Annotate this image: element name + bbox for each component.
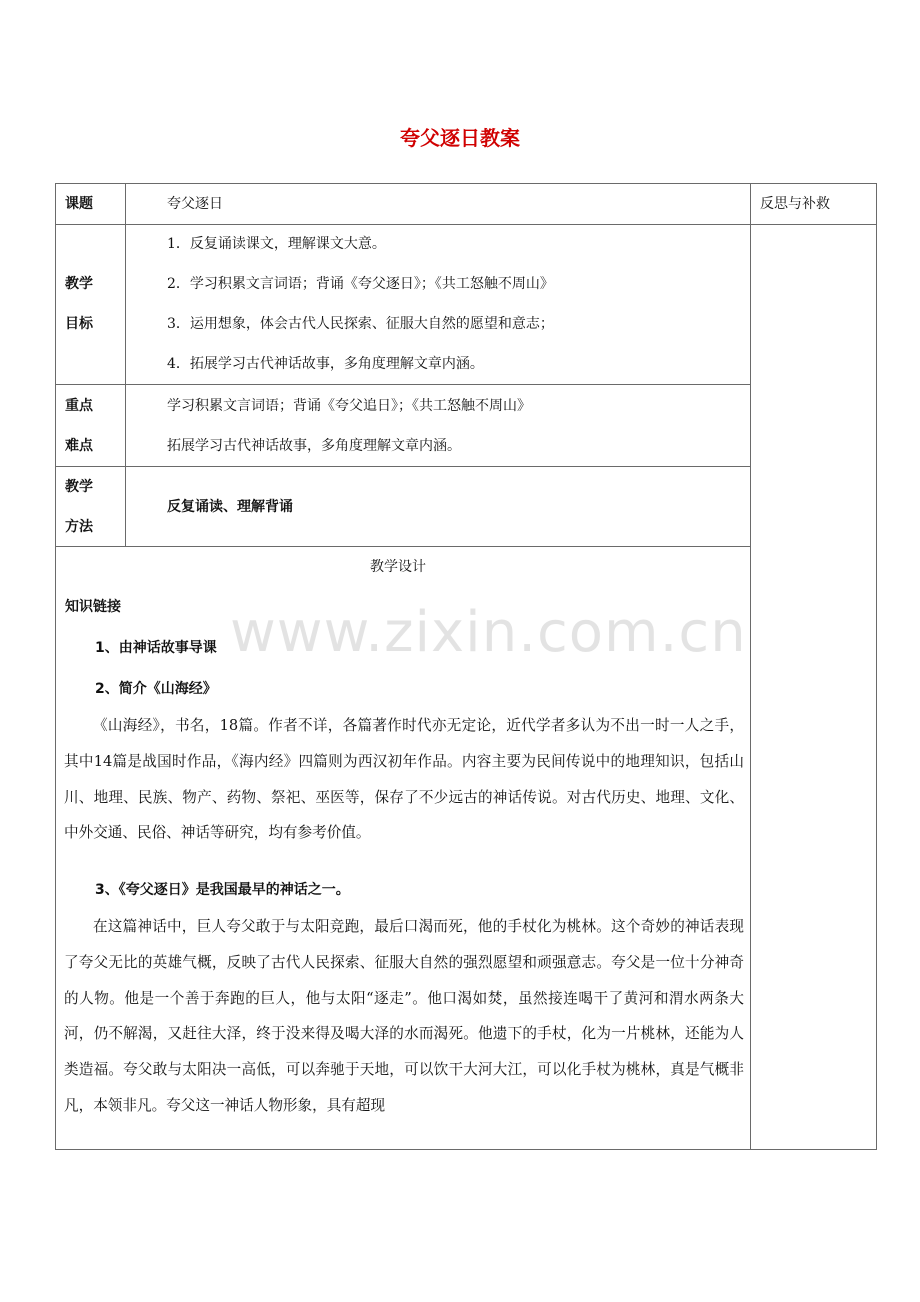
design-item-shanhaijing: 2、简介《山海经》: [95, 681, 217, 697]
method-label-line2: 方法: [65, 519, 93, 535]
objectives-label-line2: 目标: [65, 316, 93, 332]
myth-paragraph: 在这篇神话中，巨人夸父敢于与太阳竞跑，最后口渴而死，他的手杖化为桃林。这个奇妙的神话表现了夸父无比的英雄气概，反映了古代人民探索、征服大自然的强烈愿望和顽强意志。夸父是一位十分神奇的人物。他是一个善于奔跑的巨人，他与太阳“逐走”。他口渴如焚，虽然接连喝干了黄河和渭水两条大河，仍不解渴，又赶往大泽，终于没来得及喝大泽的水而渴死。他遗下的手杖，化为一片桃林，还能为人类造福。夸父敢与太阳决一高低，可以奔驰于天地，可以饮干大河大江，可以化手杖为桃林，真是气概非凡，本领非凡。夸父这一神话人物形象，具有超现: [64, 918, 744, 1114]
table-border-bottom: [55, 1149, 877, 1150]
watermark: www.zixin.com.cn: [230, 600, 747, 665]
document-title: 夸父逐日教案: [400, 126, 520, 150]
keypoints-label-line1: 重点: [65, 398, 93, 414]
keypoint-item: 学习积累文言词语；背诵《夸父追日》；《共工怒触不周山》: [167, 398, 531, 414]
table-column-divider: [750, 183, 751, 1150]
method-value: 反复诵读、理解背诵: [167, 499, 293, 515]
topic-value: 夸父逐日: [167, 196, 223, 212]
design-item-intro: 1、由神话故事导课: [95, 640, 217, 656]
objective-item: 2．学习积累文言词语；背诵《夸父逐日》；《共工怒触不周山》: [167, 276, 554, 292]
design-item-myth: 3、《夸父逐日》是我国最早的神话之一。: [95, 882, 350, 898]
objectives-label-line1: 教学: [65, 276, 93, 292]
table-row-divider: [55, 546, 750, 547]
design-heading: 教学设计: [370, 559, 426, 575]
table-row-divider: [55, 224, 877, 225]
table-label-column-divider: [125, 183, 126, 547]
keypoint-item: 拓展学习古代神话故事，多角度理解文章内涵。: [167, 438, 461, 454]
objective-item: 1．反复诵读课文，理解课文大意。: [167, 236, 386, 252]
topic-label: 课题: [65, 196, 93, 212]
table-row-divider: [55, 384, 750, 385]
objective-item: 3．运用想象，体会古代人民探索、征服大自然的愿望和意志；: [167, 316, 554, 332]
shanhaijing-paragraph: 《山海经》，书名，18篇。作者不详，各篇著作时代亦无定论，近代学者多认为不出一时一人之手，其中14篇是战国时作品，《海内经》四篇则为西汉初年作品。内容主要为民间传说中的地理知识，包括山川、地理、民族、物产、药物、祭祀、巫医等，保存了不少远古的神话传说。对古代历史、地理、文化、中外交通、民俗、神话等研究，均有参考价值。: [64, 717, 744, 842]
table-row-divider: [55, 466, 750, 467]
knowledge-link-title: 知识链接: [65, 599, 121, 615]
table-border-left: [55, 183, 56, 1150]
objective-item: 4．拓展学习古代神话故事，多角度理解文章内涵。: [167, 356, 484, 372]
method-label-line1: 教学: [65, 479, 93, 495]
table-border-top: [55, 183, 877, 184]
keypoints-label-line2: 难点: [65, 438, 93, 454]
reflection-header: 反思与补救: [760, 196, 830, 212]
table-border-right: [876, 183, 877, 1150]
